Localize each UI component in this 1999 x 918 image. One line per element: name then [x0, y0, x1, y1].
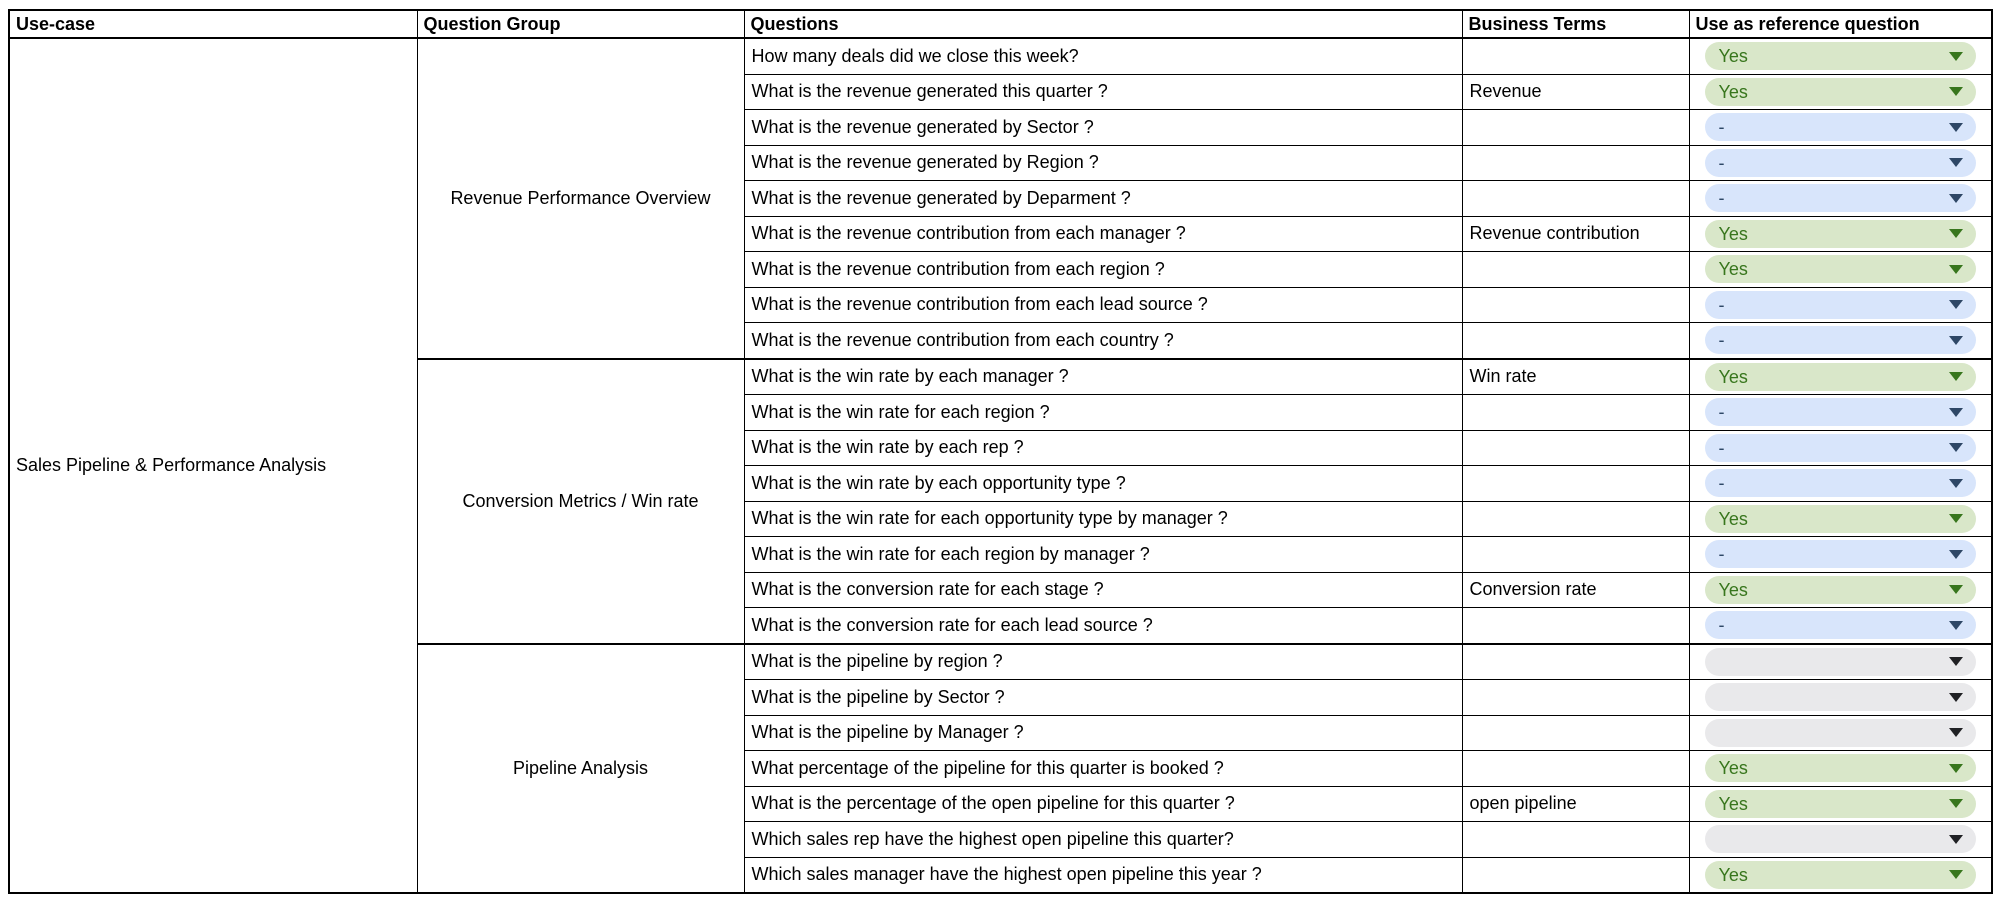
- reference-cell: [1689, 430, 1992, 466]
- business-term-cell: [1462, 680, 1689, 716]
- business-term-cell: [1462, 323, 1689, 359]
- reference-cell: [1689, 216, 1992, 252]
- reference-cell: [1689, 537, 1992, 573]
- reference-dropdown-value: -: [1718, 330, 1725, 351]
- dropdown-caret-icon: [1949, 336, 1963, 345]
- business-term-cell: [1462, 822, 1689, 858]
- question-cell: What is the win rate by each manager ?: [744, 359, 1462, 395]
- reference-dropdown[interactable]: [1705, 149, 1977, 177]
- dropdown-caret-icon: [1949, 728, 1963, 737]
- reference-cell: [1689, 110, 1992, 146]
- reference-dropdown[interactable]: [1705, 648, 1977, 676]
- reference-cell: [1689, 857, 1992, 893]
- business-term-cell: Win rate: [1462, 359, 1689, 395]
- column-header-business-terms: Business Terms: [1462, 10, 1689, 38]
- reference-dropdown[interactable]: [1705, 719, 1977, 747]
- question-cell: How many deals did we close this week?: [744, 38, 1462, 74]
- reference-dropdown-value: Yes: [1718, 508, 1748, 529]
- question-group-cell: Pipeline Analysis: [417, 644, 744, 894]
- reference-cell: [1689, 786, 1992, 822]
- question-cell: What is the pipeline by Manager ?: [744, 715, 1462, 751]
- business-term-cell: Revenue: [1462, 74, 1689, 110]
- dropdown-caret-icon: [1949, 479, 1963, 488]
- question-cell: What percentage of the pipeline for this quarter is booked ?: [744, 751, 1462, 787]
- reference-cell: [1689, 145, 1992, 181]
- reference-cell: [1689, 323, 1992, 359]
- question-cell: What is the pipeline by region ?: [744, 644, 1462, 680]
- reference-dropdown[interactable]: [1705, 434, 1977, 462]
- reference-dropdown[interactable]: [1705, 78, 1977, 106]
- use-case-cell: Sales Pipeline & Performance Analysis: [9, 38, 417, 893]
- dropdown-caret-icon: [1949, 443, 1963, 452]
- column-header-question-group: Question Group: [417, 10, 744, 38]
- reference-dropdown-value: -: [1718, 117, 1725, 138]
- business-term-cell: open pipeline: [1462, 786, 1689, 822]
- reference-dropdown-value: -: [1718, 294, 1725, 315]
- reference-dropdown-value: Yes: [1718, 81, 1748, 102]
- question-group-cell: Revenue Performance Overview: [417, 38, 744, 359]
- reference-dropdown[interactable]: [1705, 825, 1977, 853]
- reference-dropdown-value: -: [1718, 152, 1725, 173]
- reference-dropdown-value: -: [1718, 188, 1725, 209]
- reference-dropdown[interactable]: [1705, 363, 1977, 391]
- question-cell: Which sales manager have the highest open pipeline this year ?: [744, 857, 1462, 893]
- reference-cell: [1689, 395, 1992, 431]
- question-cell: What is the win rate for each opportunity type by manager ?: [744, 501, 1462, 537]
- business-term-cell: [1462, 110, 1689, 146]
- dropdown-caret-icon: [1949, 300, 1963, 309]
- business-term-cell: [1462, 715, 1689, 751]
- question-cell: What is the percentage of the open pipeline for this quarter ?: [744, 786, 1462, 822]
- reference-dropdown-value: Yes: [1718, 864, 1748, 885]
- reference-dropdown[interactable]: [1705, 754, 1977, 782]
- business-term-cell: [1462, 608, 1689, 644]
- dropdown-caret-icon: [1949, 870, 1963, 879]
- reference-cell: [1689, 74, 1992, 110]
- dropdown-caret-icon: [1949, 265, 1963, 274]
- reference-dropdown[interactable]: [1705, 505, 1977, 533]
- reference-dropdown[interactable]: [1705, 398, 1977, 426]
- reference-dropdown-value: Yes: [1718, 223, 1748, 244]
- column-header-questions: Questions: [744, 10, 1462, 38]
- question-group-cell: Conversion Metrics / Win rate: [417, 359, 744, 644]
- business-term-cell: [1462, 287, 1689, 323]
- reference-dropdown[interactable]: [1705, 611, 1977, 639]
- reference-dropdown[interactable]: [1705, 184, 1977, 212]
- dropdown-caret-icon: [1949, 229, 1963, 238]
- business-term-cell: [1462, 395, 1689, 431]
- dropdown-caret-icon: [1949, 693, 1963, 702]
- business-term-cell: [1462, 501, 1689, 537]
- business-term-cell: [1462, 38, 1689, 74]
- reference-cell: [1689, 38, 1992, 74]
- business-term-cell: [1462, 466, 1689, 502]
- reference-dropdown-value: Yes: [1718, 793, 1748, 814]
- reference-dropdown[interactable]: [1705, 326, 1977, 354]
- reference-dropdown-value: Yes: [1718, 259, 1748, 280]
- question-cell: What is the win rate by each opportunity type ?: [744, 466, 1462, 502]
- reference-dropdown[interactable]: [1705, 790, 1977, 818]
- reference-dropdown[interactable]: [1705, 291, 1977, 319]
- business-term-cell: [1462, 181, 1689, 217]
- question-cell: What is the conversion rate for each lead source ?: [744, 608, 1462, 644]
- reference-questions-table: [8, 9, 1993, 894]
- question-cell: What is the revenue generated by Deparment ?: [744, 181, 1462, 217]
- reference-cell: [1689, 359, 1992, 395]
- question-cell: What is the revenue generated by Region ?: [744, 145, 1462, 181]
- dropdown-caret-icon: [1949, 158, 1963, 167]
- dropdown-caret-icon: [1949, 372, 1963, 381]
- dropdown-caret-icon: [1949, 408, 1963, 417]
- reference-dropdown-value: -: [1718, 544, 1725, 565]
- business-term-cell: [1462, 430, 1689, 466]
- business-term-cell: [1462, 252, 1689, 288]
- reference-dropdown-value: Yes: [1718, 758, 1748, 779]
- dropdown-caret-icon: [1949, 585, 1963, 594]
- reference-cell: [1689, 822, 1992, 858]
- reference-dropdown-value: Yes: [1718, 579, 1748, 600]
- question-cell: What is the revenue generated by Sector ?: [744, 110, 1462, 146]
- question-cell: What is the revenue contribution from each lead source ?: [744, 287, 1462, 323]
- reference-dropdown[interactable]: [1705, 861, 1977, 889]
- reference-cell: [1689, 680, 1992, 716]
- reference-dropdown[interactable]: [1705, 469, 1977, 497]
- dropdown-caret-icon: [1949, 835, 1963, 844]
- business-term-cell: [1462, 857, 1689, 893]
- reference-dropdown[interactable]: [1705, 220, 1977, 248]
- reference-dropdown-value: -: [1718, 402, 1725, 423]
- column-header-use-as-reference-question: Use as reference question: [1689, 10, 1992, 38]
- question-cell: What is the revenue contribution from each manager ?: [744, 216, 1462, 252]
- dropdown-caret-icon: [1949, 621, 1963, 630]
- reference-dropdown[interactable]: [1705, 576, 1977, 604]
- reference-cell: [1689, 751, 1992, 787]
- column-header-use-case: Use-case: [9, 10, 417, 38]
- reference-dropdown-value: Yes: [1718, 46, 1748, 67]
- reference-dropdown[interactable]: [1705, 113, 1977, 141]
- dropdown-caret-icon: [1949, 657, 1963, 666]
- question-cell: What is the revenue contribution from each country ?: [744, 323, 1462, 359]
- business-term-cell: [1462, 537, 1689, 573]
- reference-cell: [1689, 644, 1992, 680]
- table-row: [9, 38, 1992, 74]
- reference-dropdown-value: -: [1718, 473, 1725, 494]
- reference-cell: [1689, 715, 1992, 751]
- reference-dropdown[interactable]: [1705, 683, 1977, 711]
- question-cell: What is the pipeline by Sector ?: [744, 680, 1462, 716]
- question-cell: What is the revenue contribution from each region ?: [744, 252, 1462, 288]
- dropdown-caret-icon: [1949, 799, 1963, 808]
- reference-dropdown[interactable]: [1705, 540, 1977, 568]
- business-term-cell: [1462, 145, 1689, 181]
- reference-cell: [1689, 501, 1992, 537]
- reference-cell: [1689, 466, 1992, 502]
- dropdown-caret-icon: [1949, 764, 1963, 773]
- business-term-cell: [1462, 644, 1689, 680]
- table-body: [9, 38, 1992, 893]
- reference-dropdown-value: -: [1718, 437, 1725, 458]
- question-cell: What is the win rate for each region ?: [744, 395, 1462, 431]
- dropdown-caret-icon: [1949, 123, 1963, 132]
- reference-dropdown-value: Yes: [1718, 366, 1748, 387]
- dropdown-caret-icon: [1949, 87, 1963, 96]
- reference-dropdown[interactable]: [1705, 255, 1977, 283]
- dropdown-caret-icon: [1949, 194, 1963, 203]
- reference-cell: [1689, 252, 1992, 288]
- header-row: [9, 10, 1992, 38]
- question-cell: What is the conversion rate for each stage ?: [744, 572, 1462, 608]
- reference-cell: [1689, 181, 1992, 217]
- reference-cell: [1689, 287, 1992, 323]
- dropdown-caret-icon: [1949, 52, 1963, 61]
- business-term-cell: Conversion rate: [1462, 572, 1689, 608]
- business-term-cell: [1462, 751, 1689, 787]
- reference-cell: [1689, 608, 1992, 644]
- dropdown-caret-icon: [1949, 550, 1963, 559]
- dropdown-caret-icon: [1949, 514, 1963, 523]
- question-cell: What is the revenue generated this quarter ?: [744, 74, 1462, 110]
- question-cell: What is the win rate by each rep ?: [744, 430, 1462, 466]
- question-cell: Which sales rep have the highest open pipeline this quarter?: [744, 822, 1462, 858]
- reference-dropdown-value: -: [1718, 615, 1725, 636]
- reference-dropdown[interactable]: [1705, 42, 1977, 70]
- question-cell: What is the win rate for each region by manager ?: [744, 537, 1462, 573]
- business-term-cell: Revenue contribution: [1462, 216, 1689, 252]
- reference-cell: [1689, 572, 1992, 608]
